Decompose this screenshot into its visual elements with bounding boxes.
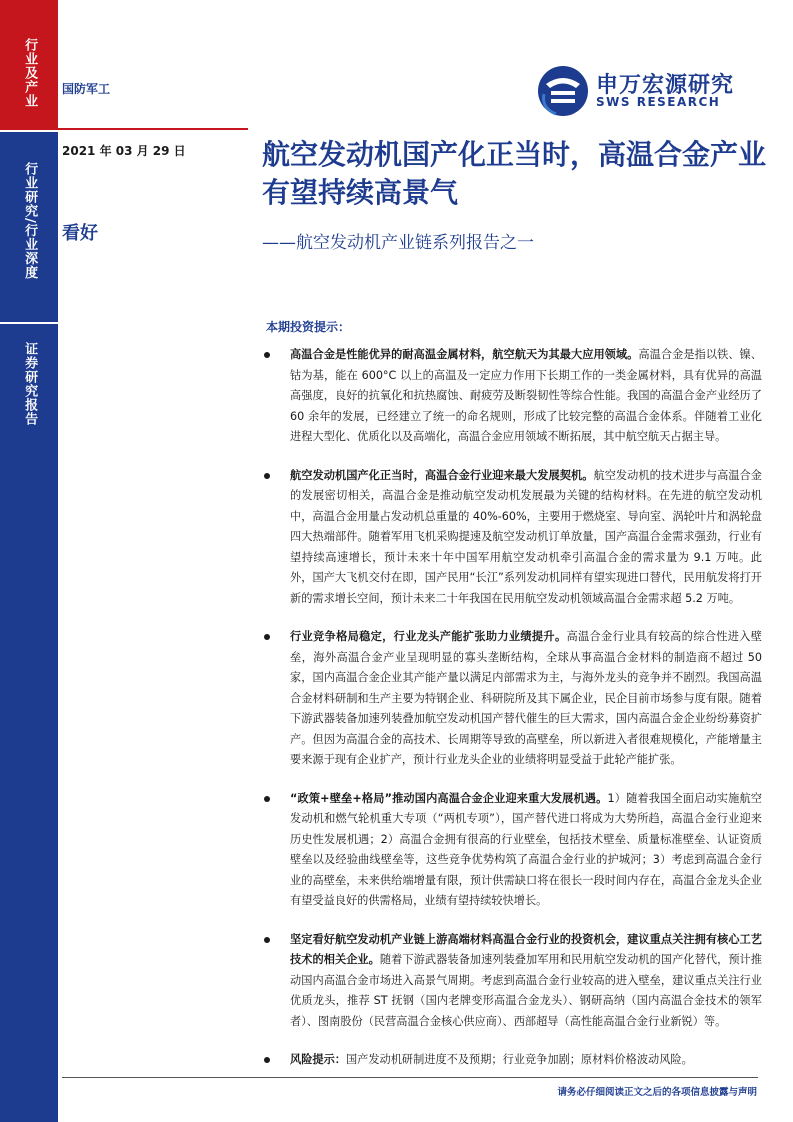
bullet-text: 随着下游武器装备加速列装叠加军用和民用航空发动机的国产化替代，预计推动国内高温合金市场进入高景气周期。考虑到高温合金行业较高的进入壁垒，建议重点关注行业优质龙头，推荐 ST 抚钢（国内老牌变形高温合金龙头）、钢研高纳（国内高温合金技术的领军者）、图南股份（民营高温合金核心供应商）、西部超导（高性能高温合金行业新锐）等。: [290, 953, 762, 1028]
bullet-lead: 风险提示：: [290, 1053, 346, 1066]
footer-divider: [62, 1077, 758, 1078]
list-item: [262, 627, 762, 771]
rating-label: 看好: [62, 223, 98, 244]
list-item: [262, 1050, 762, 1071]
sidebar-tab-securities-research-label: 证券研究报告: [22, 342, 38, 426]
sidebar-tab-report-type-label: 行业研究/行业深度: [22, 162, 38, 280]
bullet-text: 高温合金是指以铁、镍、钴为基，能在 600°C 以上的高温及一定应力作用下长期工作的一类金属材料，具有优异的高温高强度，良好的抗氧化和抗热腐蚀、耐疲劳及断裂韧性等综合性能。我国的高温合金产业经历了 60 余年的发展，已经建立了统一的命名规则，形成了比较完整的高温合金体系。伴随着工业化进程大型化、优质化以及高端化，高温合金应用领域不断拓展，其中航空航天占据主导。: [290, 348, 762, 443]
bullet-text: 1）随着我国全面启动实施航空发动机和燃气轮机重大专项（“两机专项”），国产替代进口将成为大势所趋，高温合金行业迎来历史性发展机遇；2）高温合金拥有很高的行业壁垒，包括技术壁垒、质量标准壁垒、认证资质壁垒以及经验曲线壁垒等，这些竞争优势构筑了高温合金行业的护城河；3）考虑到高温合金行业的高壁垒，未来供给端增量有限，预计供需缺口将在很长一段时间内存在，高温合金龙头企业有望受益良好的供需格局，业绩有望持续较快增长。: [290, 791, 762, 907]
logo-emblem-icon: [536, 64, 590, 118]
list-item: [262, 345, 762, 448]
bullet-lead: 航空发动机国产化正当时，高温合金行业迎来最大发展契机。: [290, 468, 594, 482]
bullet-text: 国产发动机研制进度不及预期；行业竞争加剧；原材料价格波动风险。: [345, 1053, 693, 1066]
list-item: [262, 789, 762, 912]
sidebar-tab-securities-research: [0, 324, 58, 1122]
sidebar-tab-industry-label: 行业及产业: [22, 38, 38, 108]
list-item: [262, 466, 762, 610]
header-divider: [58, 128, 248, 130]
sidebar-tab-industry: [0, 0, 58, 130]
bullet-icon: [264, 352, 270, 358]
sidebar-tab-report-type: [0, 132, 58, 322]
bullet-icon: [264, 473, 270, 479]
section-heading: 本期投资提示：: [266, 320, 351, 334]
bullet-icon: [264, 796, 270, 802]
report-subtitle: ——航空发动机产业链系列报告之一: [262, 233, 534, 253]
bullet-icon: [264, 937, 270, 943]
bullet-lead: 行业竞争格局稳定，行业龙头产能扩张助力业绩提升。: [290, 630, 567, 643]
report-date: 2021 年 03 月 29 日: [62, 144, 186, 158]
bullet-text: 航空发动机的技术进步与高温合金的发展密切相关，高温合金是推动航空发动机发展最为关键的结构材料。在先进的航空发动机中，高温合金用量占发动机总重量的 40%-60%，主要用于燃烧室、导向室、涡轮叶片和涡轮盘四大热端部件。随着军用飞机采购提速及航空发动机订单放量，国产高温合金需求强劲，行业有望持续高速增长，预计未来十年中国军用航空发动机牵引高温合金的需求量为 9.1 万吨。此外，国产大飞机交付在即，国产民用“长江”系列发动机同样有望实现进口替代，民用航发将打开新的需求增长空间，预计未来二十年我国在民用航空发动机领域高温合金需求超 5.2 万吨。: [290, 468, 762, 605]
bullet-icon: [264, 634, 270, 640]
sector-label: 国防军工: [62, 82, 111, 96]
company-logo: [536, 62, 756, 120]
bullet-icon: [264, 1057, 270, 1063]
report-title: 航空发动机国产化正当时，高温合金产业有望持续高景气: [262, 138, 767, 209]
logo-text-cn: 申万宏源研究: [596, 73, 735, 98]
bullet-text: 高温合金行业具有较高的综合性进入壁垒，海外高温合金产业呈现明显的寡头垄断结构，全球从事高温合金材料的制造商不超过 50 家，国内高温合金企业其产能产量以满足内部需求为主，与海外龙头的竞争并不剧烈。我国高温合金材料研制和生产主要为特钢企业、科研院所及其下属企业，民企目前市场参与度有限。随着下游武器装备加速列装叠加航空发动机国产替代催生的巨大需求，国内高温合金企业纷纷募资扩产。但因为高温合金的高技术、长周期等导致的高壁垒，所以新进入者很难规模化，产能增量主要来源于现有企业扩产，预计行业龙头企业的业绩将明显受益于此轮产能扩张。: [290, 630, 762, 766]
bullet-lead: 坚定看好航空发动机产业链上游高端材料高温合金行业的投资机会，建议重点关注拥有核心工艺技术的相关企业。: [290, 932, 762, 966]
investment-highlights-list: [262, 345, 762, 1071]
list-item: [262, 930, 762, 1033]
footer-disclaimer: 请务必仔细阅读正文之后的各项信息披露与声明: [557, 1087, 757, 1098]
bullet-lead: “政策+壁垒+格局”推动国内高温合金企业迎来重大发展机遇。: [290, 791, 608, 805]
logo-text-en: SWS RESEARCH: [596, 95, 721, 109]
bullet-lead: 高温合金是性能优异的耐高温金属材料，航空航天为其最大应用领域。: [290, 348, 639, 361]
